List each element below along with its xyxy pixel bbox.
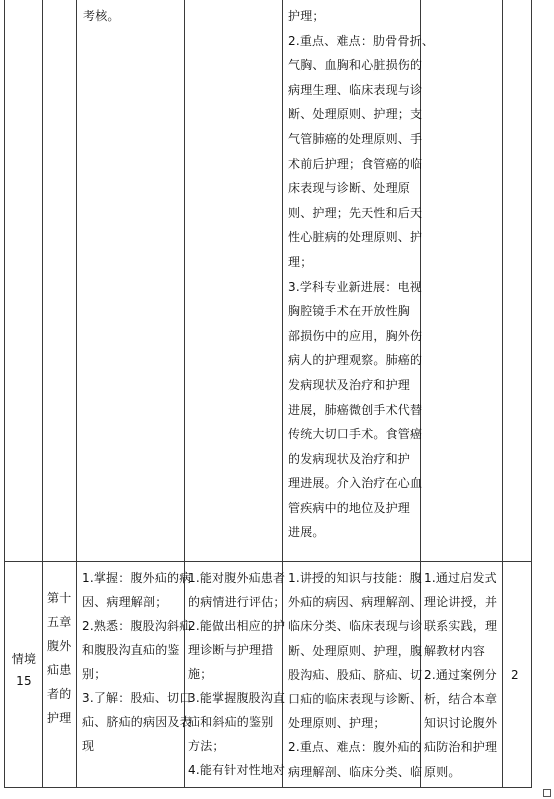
objective-line: 现 [82, 739, 95, 753]
objective-line: 别； [82, 667, 107, 681]
table-border-left [4, 0, 5, 788]
content-line: 1.讲授的知识与技能：腹 [288, 571, 422, 585]
ability-line: 的病情进行评估； [188, 595, 286, 609]
content-line: 病人的护理观察。肺癌的 [288, 353, 423, 368]
method-line: 1.通过启发式 [424, 571, 497, 585]
content-line: 病理生理、临床表现与诊 [288, 82, 423, 97]
content-line: 口疝的临床表现与诊断、 [288, 692, 423, 707]
content-line: 进展，肺癌微创手术代替 [288, 402, 423, 417]
chapter-line: 第十 [47, 591, 72, 605]
methods-cell [424, 566, 497, 784]
content-line: 外疝的病因、病理解剖、 [288, 595, 423, 610]
content-line: 气胸、血胸和心脏损伤的 [288, 58, 423, 73]
method-line: 理论讲授，并 [424, 595, 498, 610]
content-line: 术前后护理；食管癌的临 [288, 156, 423, 171]
content-line: 断、处理原则、护理，腹 [288, 643, 423, 658]
hours-cell [511, 663, 519, 688]
content-line: 理； [288, 254, 313, 269]
content-line: 2.重点、难点：腹外疝的 [288, 740, 422, 755]
content-line: 则、护理；先天性和后天 [288, 205, 423, 220]
content-line: 理进展。介入治疗在心血 [288, 476, 423, 491]
content-line: 股沟疝、股疝、脐疝、切 [288, 667, 423, 682]
situation-number: 15 [16, 674, 32, 688]
content-line: 临床分类、临床表现与诊 [288, 619, 423, 634]
content-line: 发病现状及治疗和护理 [288, 377, 411, 392]
situation-cell [9, 648, 39, 692]
chapter-line: 腹外 [47, 639, 72, 653]
chapter-line: 五章 [47, 615, 72, 629]
ability-line: 2.能做出相应的护 [188, 619, 286, 633]
table-divider-col6 [502, 0, 503, 788]
content-cell [288, 566, 422, 784]
abilities-cell [188, 566, 286, 782]
content-line: 床表现与诊断、处理原 [288, 181, 411, 196]
objectives-cell [82, 566, 192, 758]
ability-line: 4.能有针对性地对 [188, 763, 286, 777]
ability-line: 疝和斜疝的鉴别 [188, 715, 274, 729]
content-line: 进展。 [288, 525, 325, 540]
top-objectives-text: 考核。 [83, 9, 120, 23]
content-line: 部损伤中的应用，胸外伤 [288, 328, 423, 343]
content-line: 断、处理原则、护理；支 [288, 107, 423, 122]
method-line: 2.通过案例分 [424, 667, 497, 682]
objective-line: 2.熟悉：腹股沟斜疝 [82, 619, 192, 633]
ability-line: 施； [188, 667, 213, 681]
content-line: 2.重点、难点：肋骨骨折、 [288, 33, 435, 48]
row-separator [4, 561, 532, 562]
top-objectives-cell [83, 4, 120, 29]
content-line: 的发病现状及治疗和护 [288, 451, 411, 466]
objective-line: 和腹股沟直疝的鉴 [82, 643, 180, 657]
table-divider-col1 [42, 0, 43, 788]
objective-line: 因、病理解剖； [82, 595, 168, 609]
content-line: 管疾病中的地位及护理 [288, 500, 411, 515]
content-line: 胸腔镜手术在开放性胸 [288, 304, 411, 319]
hours-value: 2 [511, 668, 519, 682]
method-line: 疝防治和护理 [424, 740, 498, 755]
table-border-bottom [4, 787, 532, 788]
table-divider-col2 [76, 0, 77, 788]
method-line: 析，结合本章 [424, 692, 498, 707]
content-line: 处理原则、护理； [288, 716, 386, 731]
chapter-line: 疝患 [47, 663, 72, 677]
content-line: 气管肺癌的处理原则、手 [288, 131, 423, 146]
objective-line: 3.了解：股疝、切口 [82, 691, 192, 705]
situation-label: 情境 [11, 652, 37, 666]
ability-line: 3.能掌握腹股沟直 [188, 691, 286, 705]
ability-line: 理诊断与护理措 [188, 643, 274, 657]
objective-line: 疝、脐疝的病因及表 [82, 715, 192, 729]
method-line: 原则。 [424, 764, 461, 779]
content-line: 病理解剖、临床分类、临 [288, 764, 423, 779]
chapter-line: 护理 [47, 711, 72, 725]
content-line: 3.学科专业新进展：电视 [288, 279, 422, 294]
ability-line: 方法； [188, 739, 225, 753]
ability-line: 1.能对腹外疝患者 [188, 571, 286, 585]
content-line: 护理； [288, 9, 325, 23]
table-border-right [531, 0, 532, 788]
chapter-line: 者的 [47, 687, 72, 701]
method-line: 解教材内容 [424, 643, 486, 658]
content-line: 传统大切口手术。食管癌 [288, 427, 423, 442]
method-line: 知识讨论腹外 [424, 716, 498, 731]
table-resize-handle[interactable] [543, 789, 551, 797]
objective-line: 1.掌握：腹外疝的病 [82, 571, 192, 585]
chapter-cell [47, 586, 71, 730]
method-line: 联系实践，理 [424, 619, 498, 634]
content-line: 性心脏病的处理原则、护 [288, 230, 423, 245]
top-content-cell [288, 4, 434, 545]
